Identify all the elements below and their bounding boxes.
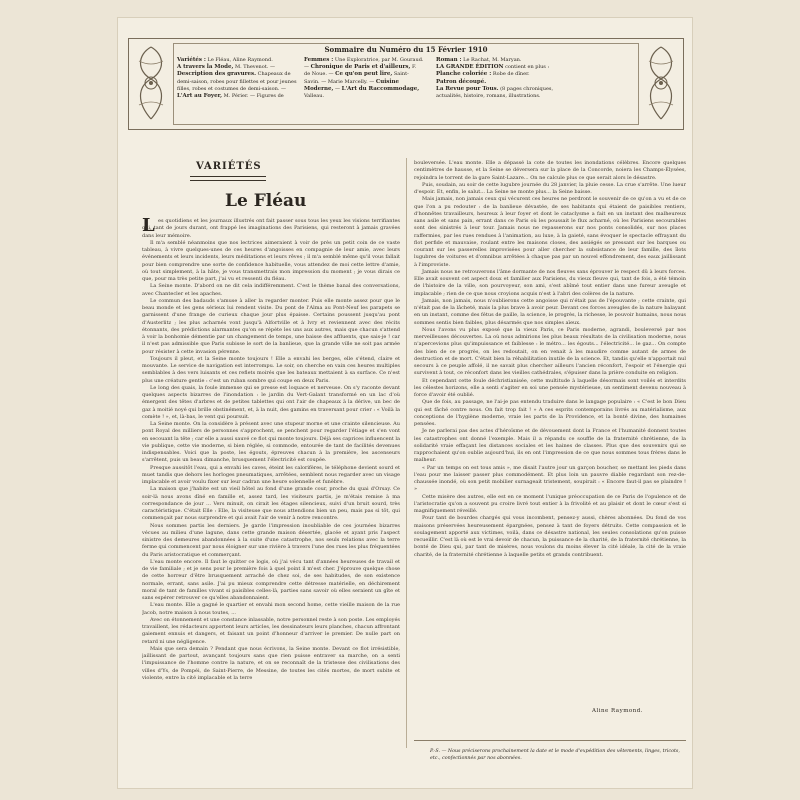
section-heading: VARIÉTÉS	[196, 161, 262, 172]
article-paragraph: Le long des quais, la foule immense qui se presse est loquace et nerveuse. On s'y raconte devant quelques aspects bizarres de l'inondation : le jardin du Vert-Galant transformé en un lac d'où émergent des têtes d'arbres et de petites tablettes qui ont l'air de chapeaux à la dérive, un bec de gaz à moitié noyé qui brille obstinément, et, à la nuit, des gamins en traversant pour crier : « Voilà la comète ! », et, là-bas, le vent qui poursuit.	[142, 384, 400, 420]
article-paragraph: Jamais nous ne retrouverons l'âme dormante de nos fleuves sans éprouver le respect dû à leurs forces. Elle avait souvent cet aspect doux et familier aux Parisiens, du vieux fleuve qui, tant de fois, a été témoin de l'histoire de la ville, son pourvoyeur, son ami, s'est abîmé tout entier dans une fureur aveugle et implacable ; rien de ce que nous croyions acquis n'est à l'abri des colères de la nature.	[414, 268, 686, 297]
article-paragraph: Puis, soudain, au soir de cette lugubre journée du 28 janvier, la pluie cesse. La crue s'arrête. Une lueur d'espoir. Et, enfin, le salut... La Seine ne monte plus... la Seine baisse.	[414, 181, 686, 195]
sommaire-entry: LA GRANDE ÉDITION contient en plus :	[436, 64, 550, 71]
article-paragraph: Avec on étonnement et une constance inlassable, notre personnel reste à son poste. Les employés travaillent, les rédacteurs apportent leurs articles, les dessinateurs leurs planches, chacun affrontant gaiement ennuis et dangers, et faisant un point d'honneur d'arriver le premier. De nulle part on retard ni une négligence.	[142, 616, 400, 645]
section-divider	[190, 176, 266, 181]
article-paragraph: bouleversée. L'eau monte. Elle a dépassé la cote de toutes les inondations célèbres. Encore quelques centimètres de hausse, et la Seine se déversera sur la place de la Concorde, noiera les Champs-Élysées, rejoindra le torrent de la gare Saint-Lazare... On ne calcule plus ce que serait alors le désastre.	[414, 160, 686, 181]
article-right-column	[414, 160, 686, 704]
sommaire-entry: L'Art au Foyer, M. Périer. — Figures de	[177, 93, 284, 100]
article-paragraph: es quotidiens et les journaux illustrés ont fait passer sous tous les yeux les visions terrifiantes qui, tant de jours durant, ont frappé les imaginations des Parisiens, qui resteront à jamais gravées dans leur mémoire.	[142, 218, 400, 239]
sommaire-title: Sommaire du Numéro du 15 Février 1910	[324, 45, 488, 54]
ornament-left-icon	[131, 41, 171, 125]
article-paragraph: L'eau monte. Elle a gagné le quartier et envahi mon second home, cette vieille maison de la rue Jacob, notre maison à nous toutes, ...	[142, 602, 400, 616]
sommaire-entry: Roman : Le Rachat, M. Maryan.	[436, 57, 522, 63]
article-paragraph: Pour tant de bourdes chargés qui vous incombent, pensez-y aussi, chères abonnées. Du fond de vos maisons préservées heureusement épargnées, pensez à tant de foyers détruits. Cette compassion et le soulagement apporté aux victimes, voilà, dans ce désastre national, les seules consolations qu'on puisse recueillir. C'est là où est le vrai devoir de chacun, la puissance de la charité, de la fraternité chrétienne, la bonté de Dieu qui, par tant de misères, nous voulons du moins élever la cité idéale, la cité de la vraie charité, de la fraternité chrétienne à laquelle petits et grands contribuent.	[414, 515, 686, 558]
sommaire-entry: Femmes : Une Exploratrice, par M. Gouraud. — Chronique de Paris et d'ailleurs, F. de Noue. — Ce qu'on peut lire, Saint-Savin. — Marie Marcelly. — Cuisine Moderne, — L'Art du Raccommodage, Valleau.	[304, 57, 424, 100]
footnote: P.-S. — Nous préciserons prochainement la date et le mode d'expédition des vêtements, linges, tricots, etc., confectionnés par nos abonnées.	[430, 749, 680, 761]
article-paragraph: Mais que sera demain ? Pendant que nous écrivons, la Seine monte. Devant ce flot irrésistible, jaillissant de partout, avançant toujours sans que rien puisse entraver sa marche, on a senti l'impuissance de l'homme contre la nature, et on se reconnaît de la tristesse des civilisations des villes d'Ys, de Pompéi, de Saint-Pierre, de Messine, de toutes les cités mortes, de mort subite et violente, entre la cité implacable et la terre	[142, 645, 400, 681]
article-paragraph: La Seine monte. D'abord on ne dit cela indifféremment. C'est le thème banal des conversations, avec Chantecler et les apaches.	[142, 283, 400, 297]
sommaire-entry: Planche coloriée : Robe de dîner.	[436, 71, 530, 78]
article-title: Le Fléau	[225, 191, 307, 211]
sommaire-column-3	[436, 57, 554, 100]
article-left-column	[142, 215, 400, 738]
article-paragraph: Mais jamais, non jamais ceux qui vécurent ces heures ne perdront le souvenir de ce qu'on a vu et de ce que l'on a pu redouter : de la banlieue dévastée, de ses habitants qui étaient de paisibles rentiers, d'honnêtes travailleurs, heureux à leur foyer et dont le cataclysme a fait en un instant des malheureux sans asile et sans pain, errant dans ce Paris où les poussait le flux acharné, où les Parisiens secourables sont des sinistrés à leur tour. Jamais nous ne repasserons sur nos ponts consolidés, sur nos places raffermies, par les rues rendues à l'animation, au luxe, à la gaieté, sans évoquer le spectacle effrayant du flot perfide et mauvaise, roulant entre les maisons closes, des assiégés se pressant sur les barques ou courant sur les passerelles improvisées pour aller chercher la subsistance de leur famille, des îlots lugubres de voitures et d'omnibus arrêtées à chaque pas par un nouvel effondrement, des eaux jaillissant à l'improviste.	[414, 196, 686, 268]
sommaire-entry: A travers la Mode, M. Thevenot. — Description des gravures. Chapeaux de demi-saison, robes pour fillettes et pour jeunes filles, robes et costumes de demi-saison. —	[177, 64, 297, 92]
article-paragraph: « Par un temps on est tous amis », me disait l'autre jour un garçon boucher, se mettant les pieds dans l'eau pour me laisser passer plus commodément. Et plus loin un pauvre diable regardant son rez-de-chaussée inondé, où son petit mobilier surnageait tristement, soupirait : « Encore faut-il pas se plaindre ! »	[414, 464, 686, 493]
sommaire-entry: Patron découpé.	[436, 78, 487, 85]
article-paragraph: Il m'a semblé néanmoins que nos lectrices aimeraient à voir de près un petit coin de ce vaste tableau, à vivre quelques-unes de ces heures d'angoisses en compagnie de leur amie, avec leurs événements et leurs incidents, leurs méditations et leurs rêves ; il m'a semblé même qu'il vous fallait pour bien comprendre une sorte de confidence habituelle, vous attendez de moi cette lettre d'amie, où tout simplement, à la hâte, je vous transmettrais mon impression du moment ; je vous dirais ce que, pour ma très petite part, j'ai vu et ressenti du fléau.	[142, 239, 400, 282]
article-paragraph: Le commun des badauds s'amuse à aller la regarder monter. Puis elle monte assez pour que le beau monde et les gens sérieux lui rendent visite. Du pont de l'Alma au Pont-Neuf les parapets se garnissent d'une frange de curieux chaque jour plus épaisse. Certains poussent jusqu'au pont d'Austerlitz ; les plus acharnés vont jusqu'à Alfortville et à Ivry et reviennent avec des récits étonnants, des prédictions alarmantes qu'on se répète les uns aux autres, mais que chacun s'attend à voir la bonhomie démentie par un changement de temps, une baisse des affluents, que sais-je ! car il n'est pas admissible que Paris subisse le sort de la banlieue, que la grande ville ne soit pas armée pour résister à cette invasion pérenne.	[142, 297, 400, 355]
article-paragraph: Et cependant cette foule déchristianisée, cette multitude à laquelle désormais sont voilés et interdits les célestes horizons, elle a senti s'agiter en soi une pensée mystérieuse, un sentiment devenu nouveau à force d'avoir été oublié.	[414, 377, 686, 398]
article-paragraph: Toujours il pleut, et la Seine monte toujours ! Elle a envahi les berges, elle s'étend, claire et mouvante. Le service de navigation est interrompu. Le soir, on cherche en vain ces heures multiples semblables à des vers luisants et ces reflets moirés que les bateaux mettaient à sa surface. Ce n'est plus une créature gentie : c'est un ruban sombre qui coupe en deux Paris.	[142, 355, 400, 384]
ornament-right-icon	[641, 41, 681, 125]
sommaire-content	[173, 43, 639, 125]
article-paragraph: Nous l'avons vu plus exposé que la vieux Paris, ce Paris moderne, agrandi, bouleversé par nos merveilleuses découvertes. La où nous admirions les plus beaux résultats de la civilisation moderne, nous n'apercevions plus qu'impuissance et faiblesse : le métro... les égouts... l'électricité... le gaz... On compte des bien de ce progrès, on les redoutait, on en venait à les maudire comme autant de armes de destruction et de mort. C'était bien la réhabilitation inutile de la science. Et, tandis qu'elle n'apportait nul secours à ce peuple affolé, il ne savait plus chercher ailleurs l'ancien réconfort, l'espoir et l'énergie qui survivent à tout, ce réconfort dans les vieilles cathédrales, s'épuiser dans la prière conduite en religion.	[414, 326, 686, 377]
article-paragraph: Je ne parlerai pas des actes d'héroïsme et de dévouement dont la France et l'humanité donnent toutes les catastrophes ont donné l'exemple. Mais il a répandu ce souffle de la fraternité chrétienne, de la solidarité vraie effaçant les distances sociales et les haines de classes. Plus que des souvenirs qui se rapprochaient qu'on oublie aujourd'hui, ils en ont l'impression de ce que nous sommes tous frères dans le malheur.	[414, 428, 686, 464]
article-paragraph: La maison que j'habite est un vieil hôtel au fond d'une grande cour, proche du quai d'Orsay. Ce soir-là nous avons dîné en famille et, assez tard, les visiteurs partis, je m'étais remise à ma correspondance de jour ... Vers minuit, on cirait les étages silencieux, suivi d'un bruit sourd, très caractéristique. C'était Elle : Elle, la visiteuse que nous attendions bien un peu, mais pas si tôt, qui commençait par nous surprendre et qui avait l'air de venir à notre rencontre.	[142, 486, 400, 522]
sommaire-column-1	[177, 57, 297, 100]
author-signature: Aline Raymond.	[592, 708, 644, 714]
sommaire-entry: Variétés : Le Fléau, Aline Raymond.	[177, 57, 273, 63]
article-paragraph: Que de fois, au passage, ne l'ai-je pas entendu traduire dans le langage populaire : « C'est le bon Dieu qui est fâché contre nous. On fait trop fait ! » A ces esprits contemporains livrés au matérialisme, aux conceptions de l'hygiène moderne, vraie les parts de la Providence, et la bonté divine, des humaines pensées.	[414, 399, 686, 427]
article-paragraph: L'eau monte encore. Il faut le quitter ce logis, où j'ai vécu tant d'années heureuses de travail et de vie familiale ; et je sens pour le première fois à quel point il m'est cher. J'éprouve quelque chose de cette horreur d'être brusquement arraché de chez soi, de ses habitudes, de son existence normale, errant, sans asile. J'ai pu mieux comprendre cette détresse matérielle, en déchirement moral de tant de familles vivant si paisibles celles-là, parties sans savoir où elles seraient un gîte et sans espérer retrouver ce qu'elles abandonnaient.	[142, 558, 400, 601]
footnote-divider	[414, 740, 686, 741]
column-divider	[406, 158, 407, 748]
drop-cap: L	[142, 215, 155, 236]
sommaire-entry: La Revue pour Tous. (8 pages chroniques, actualités, histoire, romans, illustrations.	[436, 85, 554, 100]
article-paragraph: Presque aussitôt l'eau, qui a envahi les caves, éteint les calorifères, le téléphone devient sourd et muet tandis que dehors les horloges pneumatiques, arrêtées, semblent nous regarder avec un visage implacable et avoir voulu fixer sur leur cadran une heure solennelle et funèbre.	[142, 464, 400, 485]
article-paragraph: Nous sommes partis les derniers. Je garde l'impression inoubliable de ces journées bizarres vécues au milieu d'une lagune, dans cette grande maison désertée, glacée et ayant pris l'aspect sinistre des demeures abandonnées à la suite d'une catastrophe, nos seuls relations avec la terre ferme qui commencent par nous éloigner sur une rivière à travers l'une des rues les plus fréquentées du Paris aristocratique et commerçant.	[142, 522, 400, 558]
article-paragraph: Cette misère des autres, elle est en ce moment l'unique préoccupation de ce Paris de l'opulence et de l'aristocratie qu'on a souvent pu croire livré tout entier à la frivolité et au plaisir et dont le cœur s'est si magnifiquement réveillé.	[414, 493, 686, 514]
article-paragraph: Jamais, non jamais, nous n'oublierons cette angoisse qui n'était pas de l'épouvante ; cette crainte, qui n'était pas de la lâcheté, mais la plus brave à avoir peur. Devant ces forces aveugles de la nature balayant en un instant, comme des fétus de paille, la science, le progrès, la richesse, le pouvoir humains, nous nous sommes sentis bien faibles, plus désarmés que nos simples aïeux.	[414, 297, 686, 326]
article-paragraph: La Seine monte. On la considère à présent avec une stupeur morne et une crainte silencieuse. Au pont Royal des milliers de personnes s'approchent, se penchent pour regarder l'étiage et s'en vont en secouant la tête ; car elle a aussi sauvé ce flot qui monte toujours. Déjà ses caprices influencent la vie publique, cette vie moderne, si bien réglée, si commode, entourée de tant de facilités devenues indispensables. Voici que la poste, les égouts, épreuves chacun à la première, les ascenseurs s'arrêtent, puis un beau dimanche, brusquement l'électricité est coupée.	[142, 421, 400, 464]
sommaire-box	[128, 38, 684, 130]
sommaire-column-2	[304, 57, 424, 100]
